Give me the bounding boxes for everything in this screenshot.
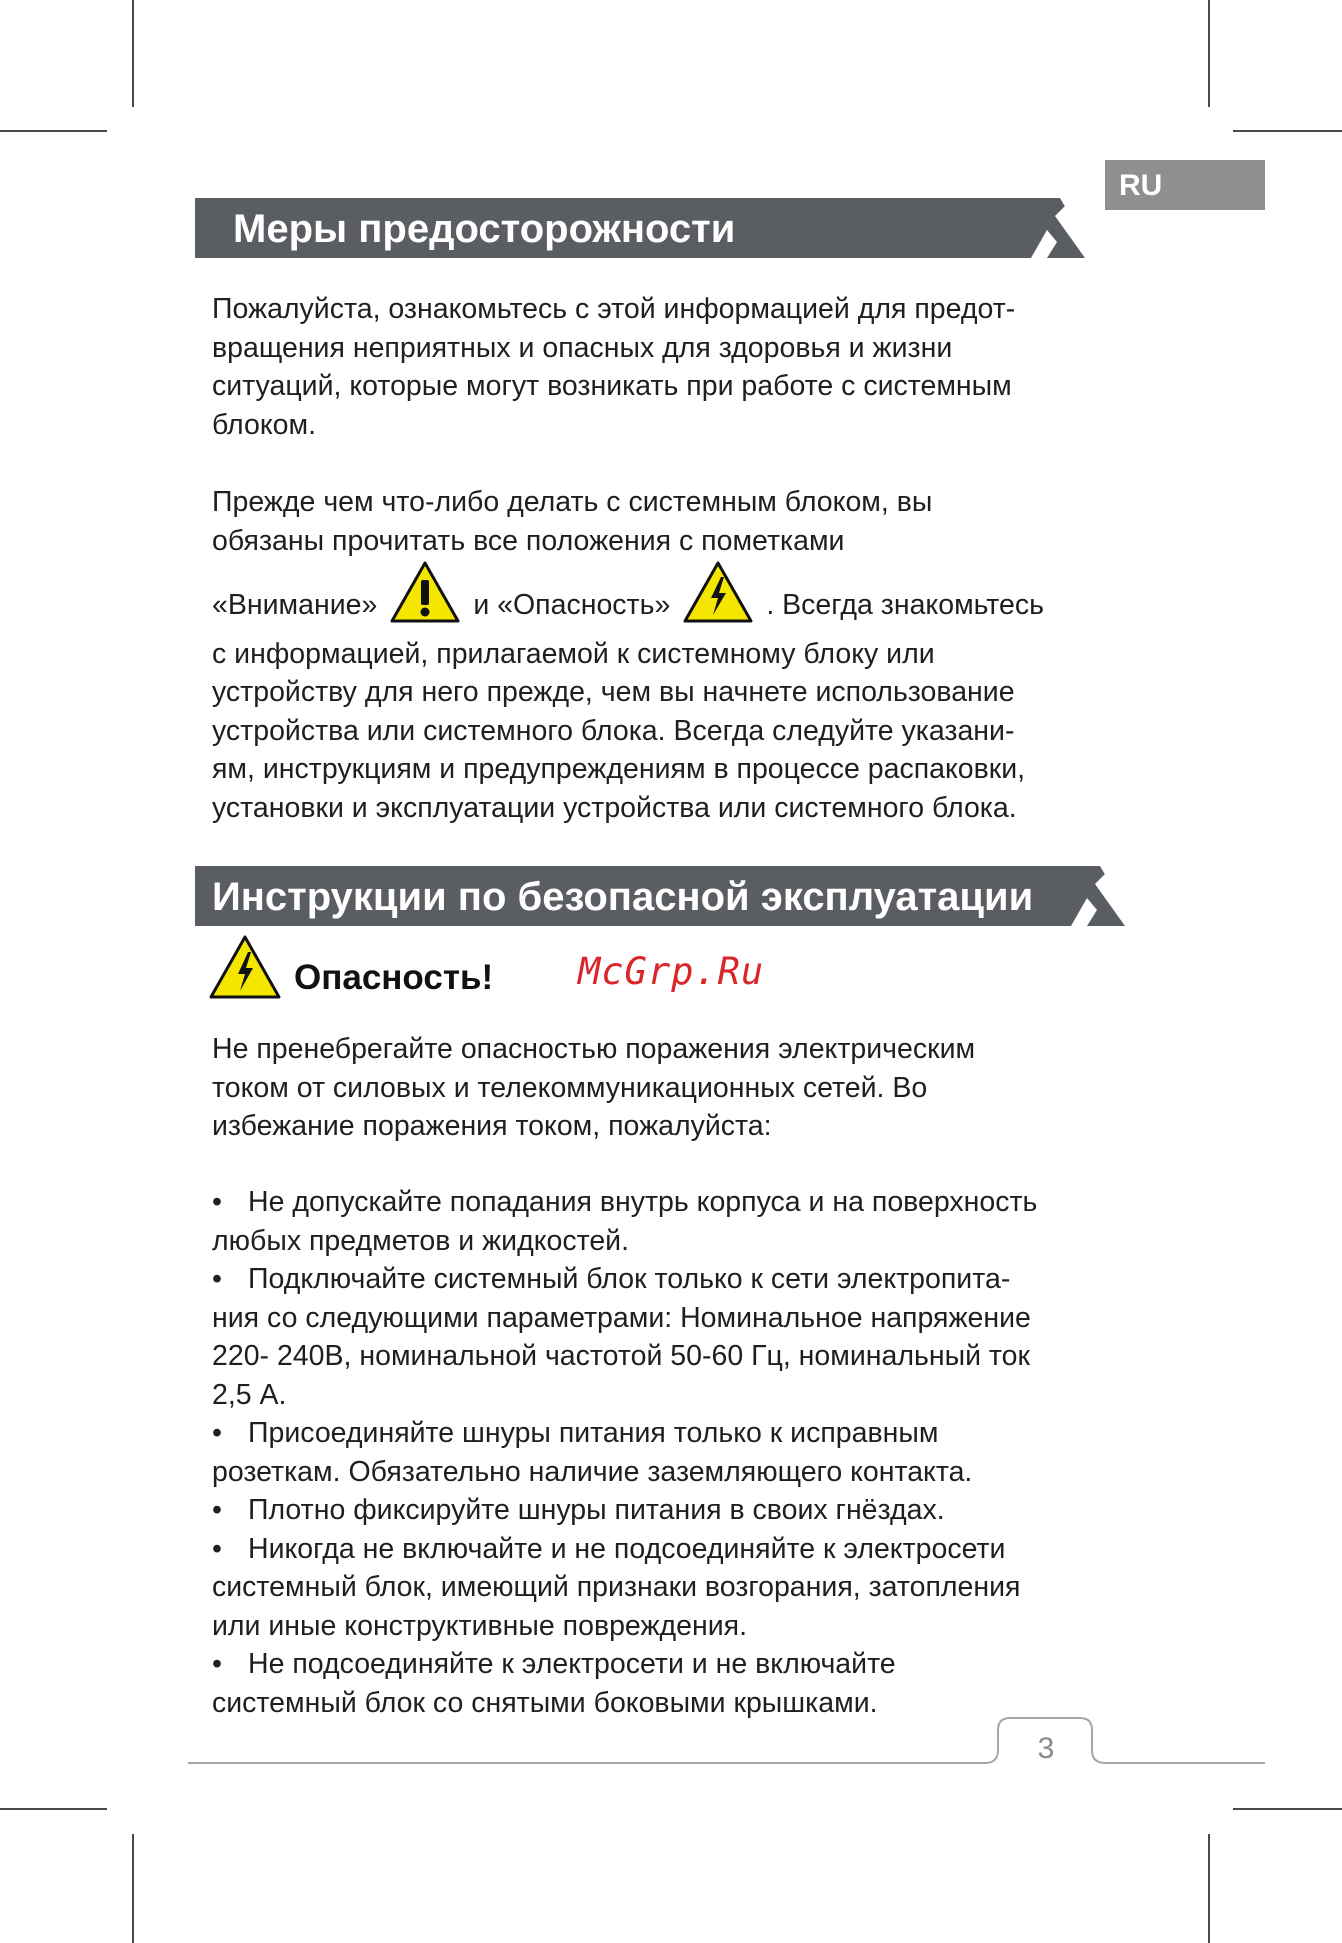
text-line: Никогда не включайте и не подсоединяйте к электросети [248,1532,1006,1565]
language-tab: RU [1105,160,1265,210]
warning-label-text: «Внимание» [212,589,378,621]
text-line: с информацией, прилагаемой к системному блоку или [212,637,935,670]
text-line: Не допускайте попадания внутрь корпуса и на поверхность [248,1186,1038,1218]
crop-mark [0,1808,107,1810]
section-title: Меры предосторожности [233,207,736,251]
bullet-mark: • [212,1532,222,1565]
safety-bullet-list [212,1183,1142,1722]
text-line: Присоединяйте шнуры питания только к исправным [248,1417,939,1449]
bullet-mark: • [212,1263,222,1295]
text-line: избежание поражения током, пожалуйста: [212,1110,772,1142]
text-line: ситуаций, которые могут возникать при работе с системным [212,370,1012,402]
text-line: или иные конструктивные повреждения. [212,1609,748,1642]
danger-label: Опасность! [294,958,494,997]
text-line: ям, инструкциям и предупреждениям в процессе распаковки, [212,753,1026,785]
bullet-mark: • [212,1417,222,1449]
bullet-mark: • [212,1186,222,1218]
crop-mark [1208,0,1210,107]
text-line: устройству для него прежде, чем вы начнете использование [212,676,1015,708]
text-line: устройства или системного блока. Всегда следуйте указани- [212,714,1015,747]
electric-shock-icon [682,560,754,635]
text-line: Не подсоединяйте к электросети и не включайте [248,1648,896,1680]
text-line: любых предметов и жидкостей. [212,1224,630,1257]
shock-intro-paragraph [212,1030,1142,1146]
crop-mark [0,130,107,132]
text-line: 2,5 А. [212,1378,287,1411]
warning-exclamation-icon [389,560,461,635]
footer-rule [0,1700,1342,1780]
text-line: обязаны прочитать все положения с пометками [212,524,845,557]
text-line: Пожалуйста, ознакомьтесь с этой информацией для предот- [212,293,1016,325]
text-line: 220- 240В, номинальной частотой 50-60 Гц, номинальный ток [212,1340,1030,1372]
crop-mark [132,0,134,107]
warnings-paragraph [212,560,1142,827]
text-line: ния со следующими параметрами: Номинальное напряжение [212,1301,1031,1334]
crop-mark [1208,1834,1210,1943]
text-line: Плотно фиксируйте шнуры питания в своих гнёздах. [248,1494,945,1526]
page-number: 3 [1037,1732,1055,1765]
crop-mark [132,1834,134,1943]
text-line: системный блок со снятыми боковыми крышками. [212,1686,878,1719]
list-item [212,1414,1142,1491]
text-line: системный блок, имеющий признаки возгорания, затопления [212,1571,1021,1603]
danger-label-text: и «Опасность» [473,589,671,621]
bullet-mark: • [212,1494,222,1526]
list-item [212,1183,1142,1260]
electric-shock-icon [208,934,282,1000]
list-item [212,1491,1142,1530]
text-line: Прежде чем что-либо делать с системным блоком, вы [212,486,933,518]
crop-mark [1233,1808,1342,1810]
text-line: вращения неприятных и опасных для здоровья и жизни [212,331,953,364]
text-line: . Всегда знакомьтесь [766,589,1044,621]
text-line: током от силовых и телекоммуникационных сетей. Во [212,1071,928,1104]
text-line: блоком. [212,408,316,441]
bullet-mark: • [212,1648,222,1680]
section-title: Инструкции по безопасной эксплуатации [212,875,1034,919]
list-item [212,1260,1142,1414]
text-line: Не пренебрегайте опасностью поражения электрическим [212,1033,976,1065]
watermark: McGrp.Ru [578,950,765,993]
intro-paragraph [212,290,1142,444]
text-line: розеткам. Обязательно наличие заземляющего контакта. [212,1455,973,1488]
section-header-safe-operation [195,866,1155,926]
list-item [212,1530,1142,1646]
text-line: установки и эксплуатации устройства или системного блока. [212,791,1017,824]
text-line: Подключайте системный блок только к сети электропита- [248,1263,1011,1295]
read-first-paragraph [212,483,1142,560]
crop-mark [1233,130,1342,132]
section-header-precautions [195,198,1115,258]
